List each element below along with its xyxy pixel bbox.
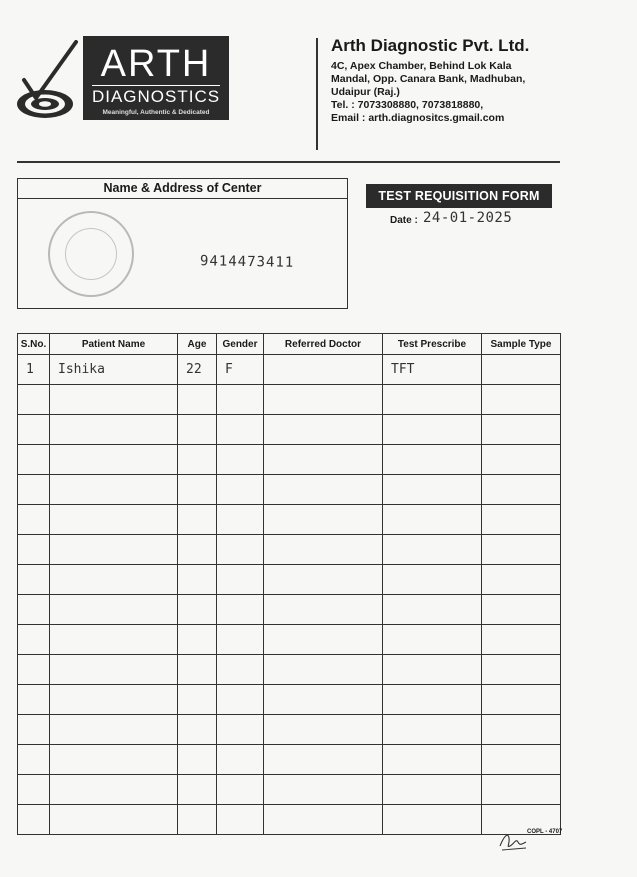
table-cell: [178, 805, 217, 835]
table-cell: [217, 415, 264, 445]
table-cell: [482, 535, 561, 565]
table-cell: [482, 685, 561, 715]
table-cell: [18, 535, 50, 565]
table-cell: 22: [178, 355, 217, 385]
table-cell: [482, 475, 561, 505]
table-row: [18, 415, 561, 445]
table-cell: [178, 715, 217, 745]
table-cell: [50, 595, 178, 625]
logo-brand-text: ARTH: [100, 43, 212, 85]
col-header-patient-name: Patient Name: [50, 334, 178, 355]
table-cell: [383, 565, 482, 595]
table-cell: TFT: [383, 355, 482, 385]
table-cell: [264, 445, 383, 475]
form-title-badge: TEST REQUISITION FORM: [366, 184, 552, 208]
table-cell: [50, 475, 178, 505]
table-cell: [217, 715, 264, 745]
table-cell: [264, 355, 383, 385]
patient-table-body: [18, 355, 561, 835]
table-cell: [50, 565, 178, 595]
table-cell: [264, 775, 383, 805]
table-cell: [18, 445, 50, 475]
table-row: [18, 565, 561, 595]
table-cell: [482, 385, 561, 415]
table-cell: [217, 445, 264, 475]
table-cell: [217, 685, 264, 715]
company-info: [331, 36, 571, 125]
table-row: [18, 715, 561, 745]
table-cell: [264, 565, 383, 595]
table-row: [18, 745, 561, 775]
table-cell: [482, 415, 561, 445]
address-line: Mandal, Opp. Canara Bank, Madhuban,: [331, 73, 526, 85]
table-cell: [264, 385, 383, 415]
table-cell: [178, 775, 217, 805]
table-row: [18, 505, 561, 535]
table-cell: [482, 745, 561, 775]
date-label: Date :: [390, 215, 418, 226]
table-cell: [264, 805, 383, 835]
table-header-row: [18, 334, 561, 355]
table-cell: [217, 565, 264, 595]
table-row: [18, 355, 561, 385]
table-cell: [482, 565, 561, 595]
logo-subbrand-text: DIAGNOSTICS: [91, 87, 221, 106]
table-cell: [50, 655, 178, 685]
stamp-inner-ring: [65, 228, 117, 280]
table-cell: [383, 805, 482, 835]
table-cell: [383, 655, 482, 685]
table-cell: [217, 655, 264, 685]
table-cell: [178, 475, 217, 505]
table-cell: [217, 535, 264, 565]
table-cell: [50, 745, 178, 775]
table-cell: [18, 595, 50, 625]
table-cell: [217, 505, 264, 535]
table-cell: F: [217, 355, 264, 385]
signature-mark-icon: [498, 828, 528, 852]
table-cell: [383, 415, 482, 445]
table-cell: [18, 415, 50, 445]
table-cell: [383, 775, 482, 805]
table-cell: [217, 805, 264, 835]
brand-logo: [83, 36, 229, 120]
table-row: [18, 535, 561, 565]
table-cell: [50, 625, 178, 655]
patient-table: [17, 333, 561, 835]
table-cell: [50, 805, 178, 835]
col-header-sno: S.No.: [18, 334, 50, 355]
date-value-handwritten: 24-01-2025: [423, 210, 513, 226]
table-cell: [217, 745, 264, 775]
table-cell: [178, 625, 217, 655]
table-row: [18, 685, 561, 715]
table-cell: [383, 595, 482, 625]
table-cell: [482, 595, 561, 625]
table-row: [18, 385, 561, 415]
table-cell: [482, 505, 561, 535]
table-row: [18, 595, 561, 625]
table-cell: [383, 505, 482, 535]
table-cell: [178, 445, 217, 475]
col-header-referred-doctor: Referred Doctor: [264, 334, 383, 355]
table-cell: [18, 625, 50, 655]
center-phone-handwritten: 9414473411: [199, 253, 295, 271]
table-cell: 1: [18, 355, 50, 385]
table-cell: [178, 535, 217, 565]
table-cell: [383, 475, 482, 505]
phone-line: Tel. : 7073308880, 7073818880,: [331, 99, 484, 111]
header-divider: [17, 161, 560, 163]
table-cell: [217, 775, 264, 805]
table-cell: [18, 775, 50, 805]
table-cell: [264, 505, 383, 535]
table-cell: [18, 745, 50, 775]
center-address-box: [17, 178, 348, 309]
table-row: [18, 655, 561, 685]
col-header-test-prescribe: Test Prescribe: [383, 334, 482, 355]
table-cell: [18, 685, 50, 715]
logo-tagline: Meaningful, Authentic & Dedicated: [102, 109, 210, 116]
table-cell: [50, 505, 178, 535]
table-row: [18, 475, 561, 505]
table-cell: [178, 595, 217, 625]
table-cell: [18, 475, 50, 505]
table-cell: [264, 535, 383, 565]
table-cell: [383, 385, 482, 415]
email-line: Email : arth.diagnositcs.gmail.com: [331, 112, 505, 124]
table-cell: [383, 445, 482, 475]
table-cell: [50, 535, 178, 565]
table-cell: [482, 715, 561, 745]
table-cell: [482, 445, 561, 475]
table-cell: [383, 625, 482, 655]
table-cell: [383, 685, 482, 715]
table-cell: [178, 565, 217, 595]
table-cell: [217, 385, 264, 415]
table-cell: [482, 355, 561, 385]
table-cell: Ishika: [50, 355, 178, 385]
table-cell: [50, 775, 178, 805]
table-cell: [18, 655, 50, 685]
table-cell: [482, 625, 561, 655]
table-cell: [482, 775, 561, 805]
col-header-sample-type: Sample Type: [482, 334, 561, 355]
company-name: Arth Diagnostic Pvt. Ltd.: [331, 36, 530, 55]
address-line: 4C, Apex Chamber, Behind Lok Kala: [331, 60, 512, 72]
table-cell: [50, 685, 178, 715]
col-header-gender: Gender: [217, 334, 264, 355]
table-cell: [18, 565, 50, 595]
table-cell: [217, 595, 264, 625]
header-vertical-divider: [316, 38, 318, 150]
table-cell: [18, 715, 50, 745]
center-rubber-stamp-icon: [48, 211, 134, 297]
table-cell: [264, 715, 383, 745]
target-checkmark-logo-icon: [16, 40, 78, 122]
table-row: [18, 445, 561, 475]
table-cell: [482, 655, 561, 685]
table-cell: [50, 415, 178, 445]
table-row: [18, 625, 561, 655]
table-cell: [264, 655, 383, 685]
table-cell: [50, 385, 178, 415]
center-box-title: Name & Address of Center: [18, 179, 347, 199]
table-cell: [178, 505, 217, 535]
table-cell: [178, 745, 217, 775]
table-cell: [383, 535, 482, 565]
table-cell: [178, 685, 217, 715]
table-cell: [264, 685, 383, 715]
table-row: [18, 805, 561, 835]
form-code: COPL - 4707: [527, 829, 563, 835]
table-cell: [18, 505, 50, 535]
table-cell: [50, 715, 178, 745]
table-cell: [264, 595, 383, 625]
table-cell: [264, 625, 383, 655]
table-cell: [217, 625, 264, 655]
table-cell: [18, 805, 50, 835]
table-cell: [383, 715, 482, 745]
address-line: Udaipur (Raj.): [331, 86, 400, 98]
table-cell: [383, 745, 482, 775]
col-header-age: Age: [178, 334, 217, 355]
table-cell: [264, 745, 383, 775]
table-cell: [50, 445, 178, 475]
table-cell: [178, 655, 217, 685]
table-cell: [264, 415, 383, 445]
table-row: [18, 775, 561, 805]
table-cell: [217, 475, 264, 505]
table-cell: [178, 385, 217, 415]
table-cell: [18, 385, 50, 415]
table-cell: [178, 415, 217, 445]
table-cell: [264, 475, 383, 505]
